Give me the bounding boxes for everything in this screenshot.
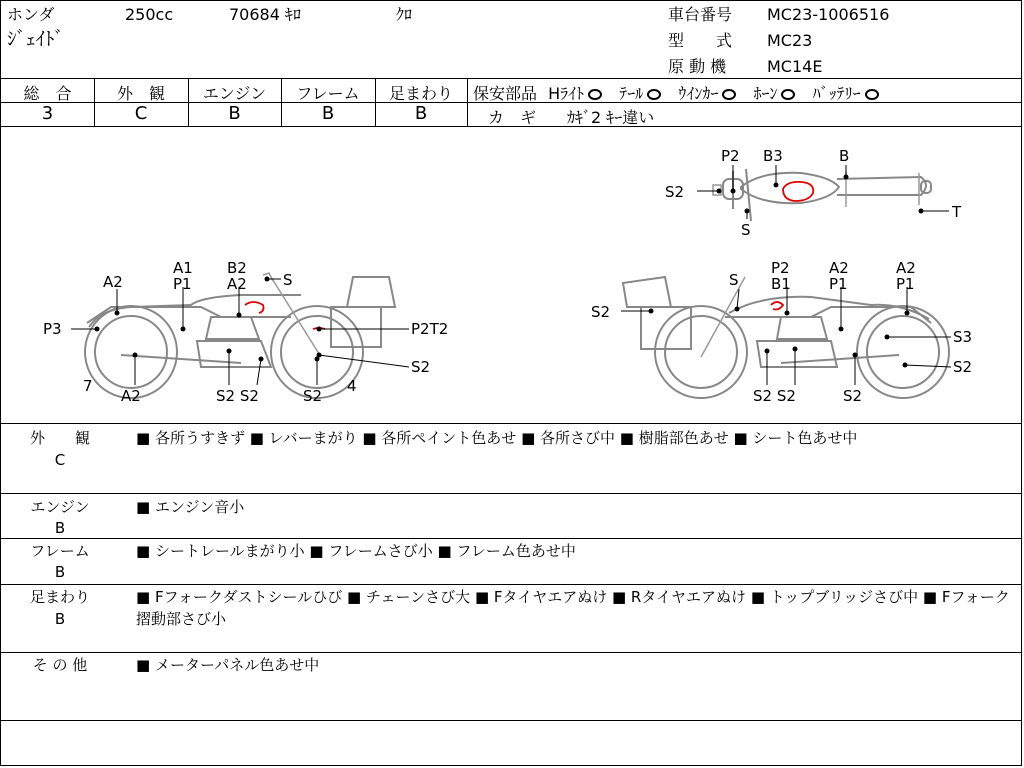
grade-overall-label: 総 合 xyxy=(23,84,72,103)
circle-mark-icon xyxy=(722,89,736,100)
circle-mark-icon xyxy=(781,89,795,100)
suspension-comments: ■ Fフォークダストシールひび ■ チェーンさび大 ■ Fタイヤエアぬけ ■ Rタイヤエアぬけ ■ トップブリッジさび中 ■ Fフォーク摺動部さび小 xyxy=(136,588,1010,628)
grade-suspension-value: B xyxy=(414,103,428,124)
label-p1-right: P1 xyxy=(829,275,848,293)
suspension-section-label: 足まわり xyxy=(29,588,90,606)
label-p1-right-2: P1 xyxy=(896,275,915,293)
label-s2-right: S2 xyxy=(411,358,431,376)
safety-parts xyxy=(473,81,879,104)
divider xyxy=(1,720,1021,721)
grade-exterior-value: C xyxy=(134,103,148,124)
label-p3: P3 xyxy=(43,320,62,338)
divider xyxy=(1,423,1021,424)
exterior-comments: ■ 各所うすきず ■ レバーまがり ■ 各所ペイント色あせ ■ 各所さび中 ■ 樹脂部色あせ ■ シート色あせ中 xyxy=(136,429,858,447)
divider xyxy=(1,493,1021,494)
frame-no: MC23-1006516 xyxy=(767,5,890,24)
grade-frame-value: B xyxy=(321,103,335,124)
bike-top-view xyxy=(665,147,962,239)
label-s2-s2: S2 S2 xyxy=(216,387,259,405)
label-t-top: T xyxy=(952,203,962,221)
divider xyxy=(1,538,1021,539)
engine-section-label: エンジン xyxy=(30,498,90,516)
label-p1: P1 xyxy=(173,275,192,293)
engine: MC14E xyxy=(767,57,823,76)
circle-mark-icon xyxy=(865,89,879,100)
label-4: 4 xyxy=(347,377,357,395)
grade-engine-value: B xyxy=(228,103,241,124)
label-a2-right-2: A2 xyxy=(896,259,916,277)
label-p2-top: P2 xyxy=(721,147,740,165)
key-value: ｶｷﾞ2 ｷｰ違い xyxy=(567,108,655,127)
label-a2: A2 xyxy=(227,275,247,293)
label-b1: B1 xyxy=(771,275,791,293)
battery-label: ﾊﾞｯﾃﾘｰ xyxy=(812,84,861,103)
label-a2-right: A2 xyxy=(829,259,849,277)
label-s: S xyxy=(283,271,293,289)
label-s2-bottom: S2 xyxy=(303,387,323,405)
grade-exterior-label: 外 観 xyxy=(116,84,165,103)
grade-frame-label: フレーム xyxy=(296,84,360,103)
other-section-label: そ の 他 xyxy=(32,656,88,674)
suspension-section-grade: B xyxy=(54,610,66,628)
label-s2-s2-right: S2 S2 xyxy=(753,387,796,405)
label-p2t2: P2T2 xyxy=(411,320,449,338)
safety-title: 保安部品 xyxy=(473,84,538,103)
other-comments: ■ メーターパネル色あせ中 xyxy=(136,656,320,674)
label-a2-rear: A2 xyxy=(103,273,123,291)
mileage: 70684 ｷﾛ xyxy=(229,5,301,24)
frame-section-label: フレーム xyxy=(30,542,90,560)
grade-suspension-label: 足まわり xyxy=(388,84,453,103)
label-s2-bottom-right: S2 xyxy=(843,387,863,405)
circle-mark-icon xyxy=(647,89,661,100)
horn-label: ﾎｰﾝ xyxy=(753,84,778,103)
label-s-right: S xyxy=(729,271,739,289)
label-a2-bottom: A2 xyxy=(121,387,141,405)
label-s2-top: S2 xyxy=(665,183,685,201)
grade-engine-label: エンジン xyxy=(202,84,267,103)
bike-right-view xyxy=(591,259,972,405)
frame-no-label: 車台番号 xyxy=(668,5,733,24)
label-s3: S3 xyxy=(953,328,973,346)
frame-section-grade: B xyxy=(54,563,66,581)
damage-diagram xyxy=(1,127,1021,423)
label-a1: A1 xyxy=(173,259,193,277)
type-label: 型 式 xyxy=(668,31,733,50)
engine-label: 原 動 機 xyxy=(668,57,727,76)
maker: ホンダ xyxy=(7,5,55,24)
frame-comments: ■ シートレールまがり小 ■ フレームさび小 ■ フレーム色あせ中 xyxy=(136,542,576,560)
grade-overall-value: 3 xyxy=(41,103,54,124)
model-name: ｼﾞｪｲﾄﾞ xyxy=(7,28,65,50)
divider xyxy=(1,584,1021,585)
bike-left-view xyxy=(43,259,448,405)
winker-label: ｳｲﾝｶｰ xyxy=(678,84,719,103)
key-label: カ ギ xyxy=(488,108,537,127)
divider xyxy=(1,652,1021,653)
circle-mark-icon xyxy=(588,89,602,100)
exterior-label: 外 観 xyxy=(29,429,90,447)
label-b3-top: B3 xyxy=(763,147,783,165)
headlight-label: Hﾗｲﾄ xyxy=(548,84,585,103)
taillight-label: ﾃｰﾙ xyxy=(619,84,644,103)
label-s2-right-2: S2 xyxy=(953,358,973,376)
label-b-top: B xyxy=(839,147,850,165)
label-s-top: S xyxy=(741,221,751,239)
label-s2-left: S2 xyxy=(591,303,611,321)
exterior-grade: C xyxy=(54,451,66,469)
engine-section-grade: B xyxy=(54,519,66,537)
label-b2: B2 xyxy=(227,259,247,277)
label-7: 7 xyxy=(83,377,93,395)
color: ｸﾛ xyxy=(396,5,413,24)
engine-comments: ■ エンジン音小 xyxy=(136,498,245,516)
displacement: 250cc xyxy=(125,5,174,24)
divider xyxy=(1,78,1021,79)
type: MC23 xyxy=(767,31,813,50)
label-p2-right: P2 xyxy=(771,259,790,277)
